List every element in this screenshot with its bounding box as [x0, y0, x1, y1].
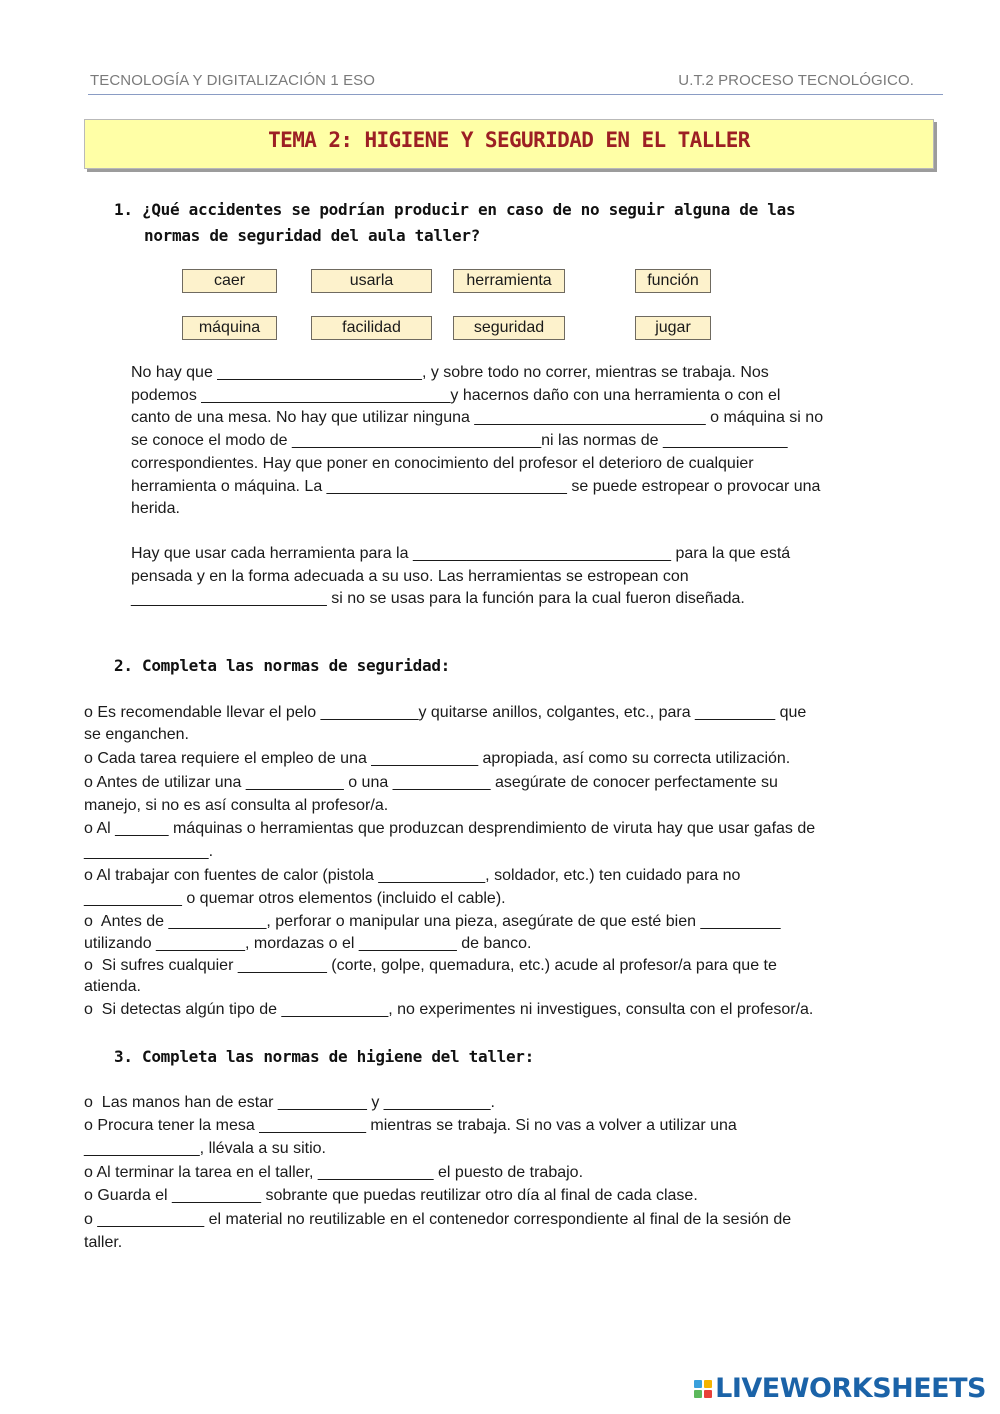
list-item: o Al terminar la tarea en el taller, _____________ el puesto de trabajo. [84, 1164, 584, 1181]
list-item: _____________, llévala a su sitio. [84, 1140, 326, 1157]
list-item: se enganchen. [84, 726, 189, 743]
list-item: o Procura tener la mesa ____________ mientras se trabaja. Si no vas a volver a utilizar una [84, 1117, 737, 1134]
list-item: o Es recomendable llevar el pelo ___________y quitarse anillos, colgantes, etc., para _________ que [84, 704, 807, 721]
word-chip[interactable]: función [635, 269, 711, 293]
list-item: o Al trabajar con fuentes de calor (pistola ____________, soldador, etc.) ten cuidado para no [84, 867, 741, 884]
list-item: o Las manos han de estar __________ y ____________. [84, 1094, 495, 1111]
word-chip[interactable]: herramienta [453, 269, 565, 293]
list-item: o Si detectas algún tipo de ____________, no experimentes ni investigues, consulta con el profesor/a. [84, 1001, 814, 1018]
text-line: pensada y en la forma adecuada a su uso. Las herramientas se estropean con [131, 567, 689, 585]
word-chip[interactable]: facilidad [311, 316, 432, 340]
list-item: atienda. [84, 978, 141, 995]
question-1-line-1: 1. ¿Qué accidentes se podrían producir en caso de no seguir alguna de las [114, 200, 796, 219]
logo-mark-icon [694, 1380, 712, 1398]
text-line: canto de una mesa. No hay que utilizar ninguna __________________________ o máquina si no [131, 409, 824, 427]
list-item: o Antes de ___________, perforar o manipular una pieza, asegúrate de que esté bien _________ [84, 913, 781, 930]
text-line: ______________________ si no se usas para la función para la cual fueron diseñada. [131, 590, 745, 608]
header-divider [88, 94, 943, 95]
logo-text: LIVEWORKSHEETS [715, 1373, 986, 1404]
title-banner [84, 119, 934, 169]
text-line: se conoce el modo de ____________________________ni las normas de ______________ [131, 432, 788, 450]
question-1-line-2: normas de seguridad del aula taller? [144, 226, 480, 245]
list-item: ______________. [84, 843, 214, 860]
list-item: manejo, si no es así consulta al profesor/a. [84, 797, 389, 814]
text-line: No hay que _______________________, y sobre todo no correr, mientras se trabaja. Nos [131, 364, 769, 381]
question-3-heading: 3. Completa las normas de higiene del taller: [114, 1047, 534, 1066]
header-subject: TECNOLOGÍA Y DIGITALIZACIÓN 1 ESO [90, 72, 376, 89]
text-line: Hay que usar cada herramienta para la _____________________________ para la que está [131, 545, 791, 562]
text-line: herramienta o máquina. La ___________________________ se puede estropear o provocar una [131, 477, 821, 495]
text-line: herida. [131, 500, 180, 518]
list-item: o Cada tarea requiere el empleo de una ____________ apropiada, así como su correcta utilización. [84, 750, 791, 767]
list-item: o Antes de utilizar una ___________ o una ___________ asegúrate de conocer perfectamente su [84, 774, 778, 791]
word-chip[interactable]: máquina [182, 316, 277, 340]
question-1-paragraph-2 [131, 543, 790, 611]
list-item: utilizando __________, mordazas o el ___________ de banco. [84, 935, 532, 952]
list-item: o Si sufres cualquier __________ (corte, golpe, quemadura, etc.) acude al profesor/a para que te [84, 957, 777, 974]
header-unit: U.T.2 PROCESO TECNOLÓGICO. [678, 72, 914, 89]
list-item: o Guarda el __________ sobrante que puedas reutilizar otro día al final de cada clase. [84, 1187, 698, 1204]
list-item: o ____________ el material no reutilizable en el contenedor correspondiente al final de la sesión de [84, 1211, 792, 1228]
list-item: ___________ o quemar otros elementos (incluido el cable). [84, 890, 506, 907]
liveworksheets-logo [694, 1373, 986, 1404]
question-1-paragraph-1 [131, 362, 823, 521]
text-line: correspondientes. Hay que poner en conocimiento del profesor el deterioro de cualquier [131, 454, 754, 472]
list-item: taller. [84, 1234, 123, 1251]
text-line: podemos ____________________________y hacernos daño con una herramienta o con el [131, 386, 781, 404]
question-1-heading [114, 197, 795, 249]
question-2-heading: 2. Completa las normas de seguridad: [114, 656, 450, 675]
list-item: o Al ______ máquinas o herramientas que produzcan desprendimiento de viruta hay que usar gafas de [84, 820, 816, 837]
page-title: TEMA 2: HIGIENE Y SEGURIDAD EN EL TALLER [268, 128, 750, 152]
word-chip[interactable]: usarla [311, 269, 432, 293]
word-chip[interactable]: jugar [635, 316, 711, 340]
word-chip[interactable]: seguridad [453, 316, 565, 340]
word-chip[interactable]: caer [182, 269, 277, 293]
